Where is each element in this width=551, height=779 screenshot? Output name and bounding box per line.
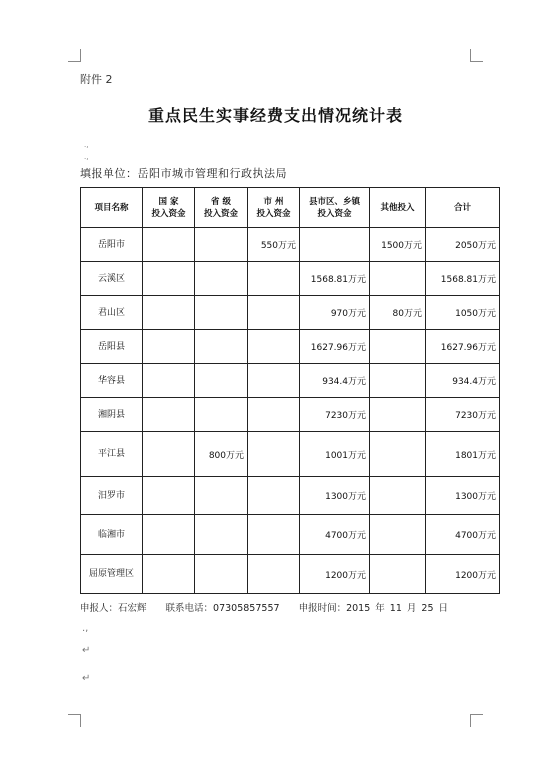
paragraph-mark: ↵ — [82, 645, 91, 656]
region-name-cell: 岳阳县 — [81, 330, 143, 364]
amount-cell — [143, 477, 195, 515]
region-name-cell: 屈原管理区 — [81, 555, 143, 594]
amount-cell: 1568.81万元 — [426, 262, 500, 296]
amount-cell — [370, 262, 426, 296]
amount-cell — [143, 364, 195, 398]
amount-cell: 1200万元 — [426, 555, 500, 594]
expenditure-table — [80, 187, 500, 594]
amount-cell — [370, 515, 426, 555]
table-row — [81, 477, 500, 515]
amount-cell — [195, 555, 248, 594]
amount-cell: 7230万元 — [426, 398, 500, 432]
region-name-cell: 平江县 — [81, 432, 143, 477]
amount-cell — [143, 296, 195, 330]
amount-cell: 934.4万元 — [300, 364, 370, 398]
amount-cell: 1300万元 — [300, 477, 370, 515]
amount-cell: 1001万元 — [300, 432, 370, 477]
amount-cell — [143, 432, 195, 477]
region-name-cell: 岳阳市 — [81, 228, 143, 262]
header-cell: 合计 — [426, 188, 500, 228]
header-cell: 市 州 投入资金 — [248, 188, 300, 228]
amount-cell — [195, 330, 248, 364]
reporting-unit: 填报单位：岳阳市城市管理和行政执法局 — [80, 167, 287, 180]
table-row — [81, 330, 500, 364]
amount-cell: 1300万元 — [426, 477, 500, 515]
header-cell: 项目名称 — [81, 188, 143, 228]
attachment-label: 附件 2 — [80, 73, 113, 86]
amount-cell — [248, 555, 300, 594]
amount-cell — [195, 228, 248, 262]
amount-cell — [195, 364, 248, 398]
amount-cell: 1500万元 — [370, 228, 426, 262]
page-corner-bottom-left — [68, 714, 81, 727]
table-row — [81, 515, 500, 555]
amount-cell — [370, 364, 426, 398]
amount-cell — [195, 515, 248, 555]
table-row — [81, 228, 500, 262]
amount-cell — [248, 296, 300, 330]
header-cell: 省 级 投入资金 — [195, 188, 248, 228]
amount-cell — [195, 262, 248, 296]
amount-cell — [248, 330, 300, 364]
region-name-cell: 云溪区 — [81, 262, 143, 296]
reporter: 申报人：石宏辉 — [80, 603, 147, 614]
report-footer — [80, 600, 462, 614]
amount-cell: 934.4万元 — [426, 364, 500, 398]
amount-cell: 550万元 — [248, 228, 300, 262]
header-cell: 其他投入 — [370, 188, 426, 228]
table-row — [81, 398, 500, 432]
table-row — [81, 432, 500, 477]
paragraph-mark: ., — [82, 623, 89, 634]
amount-cell — [143, 555, 195, 594]
amount-cell — [143, 330, 195, 364]
amount-cell — [143, 262, 195, 296]
amount-cell: 1050万元 — [426, 296, 500, 330]
page-corner-top-left — [68, 49, 81, 62]
amount-cell: 1627.96万元 — [300, 330, 370, 364]
amount-cell — [248, 477, 300, 515]
amount-cell — [248, 364, 300, 398]
amount-cell — [300, 228, 370, 262]
amount-cell — [195, 296, 248, 330]
region-name-cell: 临湘市 — [81, 515, 143, 555]
amount-cell — [370, 330, 426, 364]
amount-cell: 1568.81万元 — [300, 262, 370, 296]
page-title: 重点民生实事经费支出情况统计表 — [147, 106, 403, 125]
amount-cell: 7230万元 — [300, 398, 370, 432]
report-date: 申报时间：2015 年 11 月 25 日 — [298, 603, 449, 614]
table-header-row — [81, 188, 500, 228]
amount-cell: 4700万元 — [300, 515, 370, 555]
paragraph-mark: ., — [84, 153, 89, 161]
amount-cell — [195, 477, 248, 515]
table-row — [81, 296, 500, 330]
amount-cell: 970万元 — [300, 296, 370, 330]
amount-cell — [143, 398, 195, 432]
region-name-cell: 华容县 — [81, 364, 143, 398]
page-corner-bottom-right — [470, 714, 483, 727]
amount-cell — [195, 398, 248, 432]
paragraph-mark: ↵ — [82, 673, 91, 684]
table-row — [81, 555, 500, 594]
amount-cell — [248, 262, 300, 296]
table-body — [81, 228, 500, 594]
amount-cell: 800万元 — [195, 432, 248, 477]
region-name-cell: 湘阴县 — [81, 398, 143, 432]
amount-cell — [370, 398, 426, 432]
header-cell: 国 家 投入资金 — [143, 188, 195, 228]
paragraph-mark: ., — [84, 141, 89, 149]
contact-phone: 联系电话：07305857557 — [165, 603, 280, 614]
amount-cell: 1200万元 — [300, 555, 370, 594]
amount-cell — [248, 398, 300, 432]
amount-cell — [248, 432, 300, 477]
amount-cell: 2050万元 — [426, 228, 500, 262]
amount-cell: 4700万元 — [426, 515, 500, 555]
table-row — [81, 262, 500, 296]
amount-cell — [248, 515, 300, 555]
amount-cell — [370, 555, 426, 594]
page-corner-top-right — [470, 49, 483, 62]
amount-cell — [143, 515, 195, 555]
amount-cell: 80万元 — [370, 296, 426, 330]
amount-cell: 1627.96万元 — [426, 330, 500, 364]
header-cell: 县市区、乡镇 投入资金 — [300, 188, 370, 228]
region-name-cell: 汨罗市 — [81, 477, 143, 515]
amount-cell — [370, 477, 426, 515]
amount-cell — [370, 432, 426, 477]
region-name-cell: 君山区 — [81, 296, 143, 330]
amount-cell: 1801万元 — [426, 432, 500, 477]
table-row — [81, 364, 500, 398]
amount-cell — [143, 228, 195, 262]
